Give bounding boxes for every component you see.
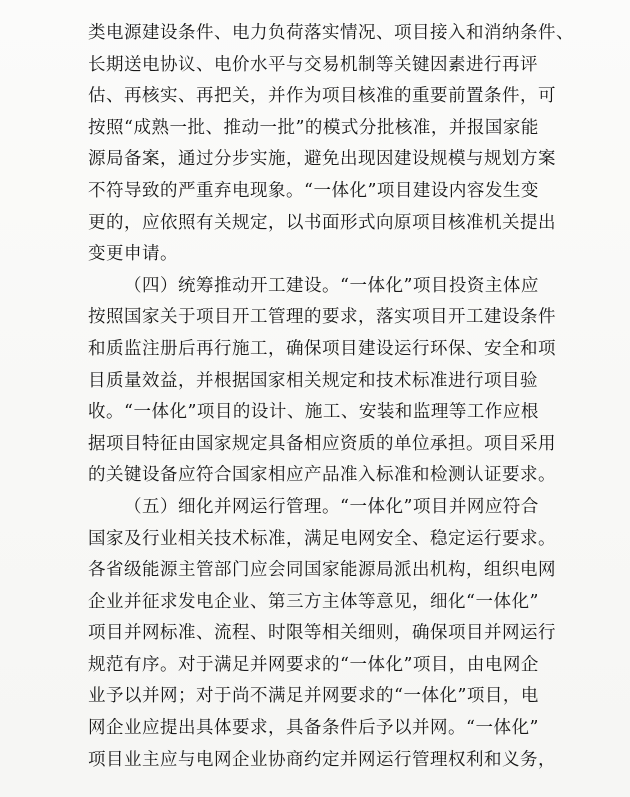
text-line: 按照国家关于项目开工管理的要求，落实项目开工建设条件 (88, 307, 556, 328)
text-line: 据项目特征由国家规定具备相应资质的单位承担。项目采用 (88, 433, 556, 454)
text-line: 更的，应依照有关规定，以书面形式向原项目核准机关提出 (88, 212, 556, 233)
text-line: 业予以并网；对于尚不满足并网要求的“一体化”项目，电 (88, 686, 539, 707)
text-line: 不符导致的严重弃电现象。“一体化”项目建设内容发生变 (88, 180, 539, 201)
text-line: 估、再核实、再把关，并作为项目核准的重要前置条件，可 (88, 86, 556, 107)
text-line: 国家及行业相关技术标准，满足电网安全、稳定运行要求。 (88, 528, 556, 549)
section-heading-line: （四）统筹推动开工建设。“一体化”项目投资主体应 (124, 275, 539, 296)
text-line: 的关键设备应符合国家相应产品准入标准和检测认证要求。 (88, 465, 556, 486)
text-line: 按照“成熟一批、推动一批”的模式分批核准，并报国家能 (88, 117, 539, 138)
text-line: 规范有序。对于满足并网要求的“一体化”项目，由电网企 (88, 654, 539, 675)
text-line: 收。“一体化”项目的设计、施工、安装和监理等工作应根 (88, 402, 539, 423)
text-line: 长期送电协议、电价水平与交易机制等关键因素进行再评 (88, 54, 538, 75)
text-line: 和质监注册后再行施工，确保项目建设运行环保、安全和项 (88, 338, 556, 359)
text-line: 变更申请。 (88, 244, 178, 265)
text-line: 企业并征求发电企业、第三方主体等意见，细化“一体化” (88, 591, 539, 612)
text-line: 项目业主应与电网企业协商约定并网运行管理权利和义务， (88, 749, 556, 770)
text-line: 各省级能源主管部门应会同国家能源局派出机构，组织电网 (88, 560, 556, 581)
text-line: 目质量效益，并根据国家相关规定和技术标准进行项目验 (88, 370, 538, 391)
text-line: 类电源建设条件、电力负荷落实情况、项目接入和消纳条件、 (88, 23, 574, 43)
document-body (88, 18, 574, 776)
text-line: 项目并网标准、流程、时限等相关细则，确保项目并网运行 (88, 623, 556, 644)
section-heading-line: （五）细化并网运行管理。“一体化”项目并网应符合 (124, 496, 539, 517)
text-line: 网企业应提出具体要求，具备条件后予以并网。“一体化” (88, 718, 539, 739)
text-line: 源局备案，通过分步实施，避免出现因建设规模与规划方案 (88, 149, 556, 170)
